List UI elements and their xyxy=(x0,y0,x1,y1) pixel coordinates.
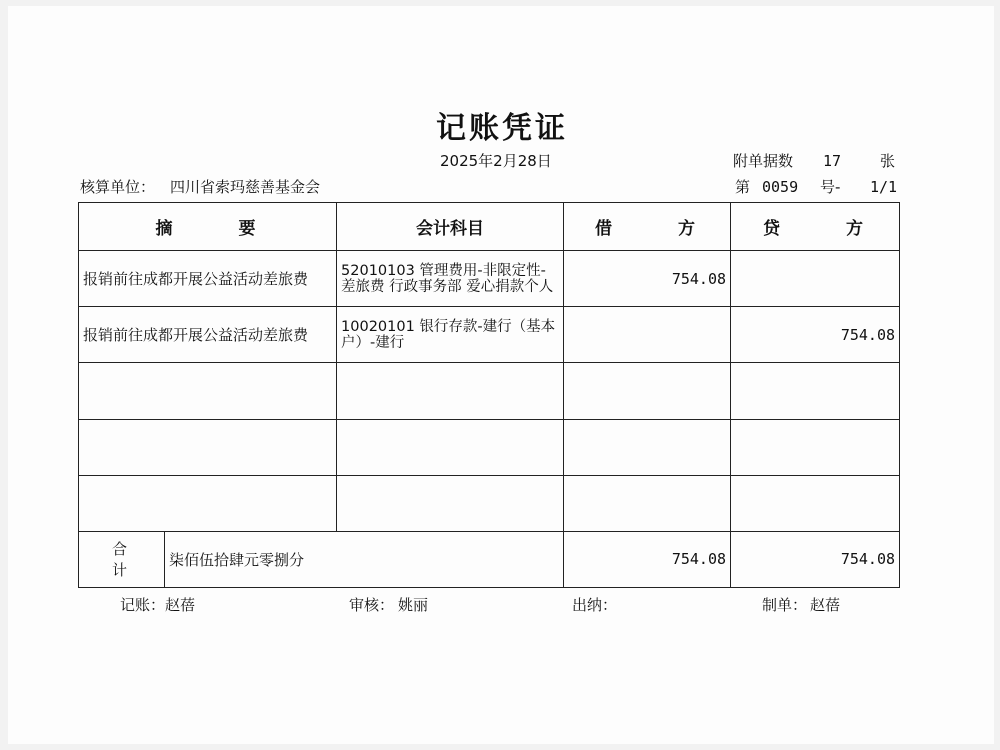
total-row xyxy=(79,531,900,587)
cashier-label: 出纳： xyxy=(572,596,618,614)
voucher-no-suffix: 号- xyxy=(820,178,841,196)
bookkeeper-name: 赵蓓 xyxy=(165,596,196,614)
attachments-unit: 张 xyxy=(880,152,896,170)
total-credit: 754.08 xyxy=(731,531,900,587)
header-account: 会计科目 xyxy=(337,203,564,251)
entry-summary: 报销前往成都开展公益活动差旅费 xyxy=(79,307,337,363)
table-row-empty xyxy=(79,363,900,419)
table-row xyxy=(79,307,900,363)
table-row-empty xyxy=(79,419,900,475)
preparer-label: 制单： xyxy=(762,596,808,614)
entry-account: 10020101 银行存款-建行（基本户）-建行 xyxy=(337,307,564,363)
unit-name: 四川省索玛慈善基金会 xyxy=(170,178,321,196)
auditor-label: 审核： xyxy=(349,596,395,614)
entry-summary: 报销前往成都开展公益活动差旅费 xyxy=(79,251,337,307)
entry-debit: 754.08 xyxy=(564,251,731,307)
header-summary: 摘 要 xyxy=(79,203,337,251)
entry-credit: 754.08 xyxy=(731,307,900,363)
header-credit: 贷 方 xyxy=(731,203,900,251)
voucher-date: 2025年2月28日 xyxy=(440,152,552,170)
total-label: 合 计 xyxy=(79,531,165,587)
preparer-name: 赵蓓 xyxy=(810,596,841,614)
table-row-empty xyxy=(79,475,900,531)
total-debit: 754.08 xyxy=(564,531,731,587)
entry-account: 52010103 管理费用-非限定性-差旅费 行政事务部 爱心捐款个人 xyxy=(337,251,564,307)
total-amount-in-words: 柒佰伍拾肆元零捌分 xyxy=(165,531,564,587)
header-debit: 借 方 xyxy=(564,203,731,251)
auditor-name: 姚丽 xyxy=(398,596,429,614)
unit-label: 核算单位： xyxy=(80,178,156,196)
voucher-table xyxy=(78,202,900,588)
entry-debit xyxy=(564,307,731,363)
voucher-no-prefix: 第 xyxy=(735,178,751,196)
table-row xyxy=(79,251,900,307)
attachments-label: 附单据数 xyxy=(733,152,794,170)
table-header-row xyxy=(79,203,900,251)
voucher-page: 1/1 xyxy=(870,178,898,196)
page-title: 记账凭证 xyxy=(436,111,568,146)
voucher-number: 0059 xyxy=(762,178,799,196)
attachments-count: 17 xyxy=(823,152,842,170)
entry-credit xyxy=(731,251,900,307)
bookkeeper-label: 记账： xyxy=(120,596,166,614)
